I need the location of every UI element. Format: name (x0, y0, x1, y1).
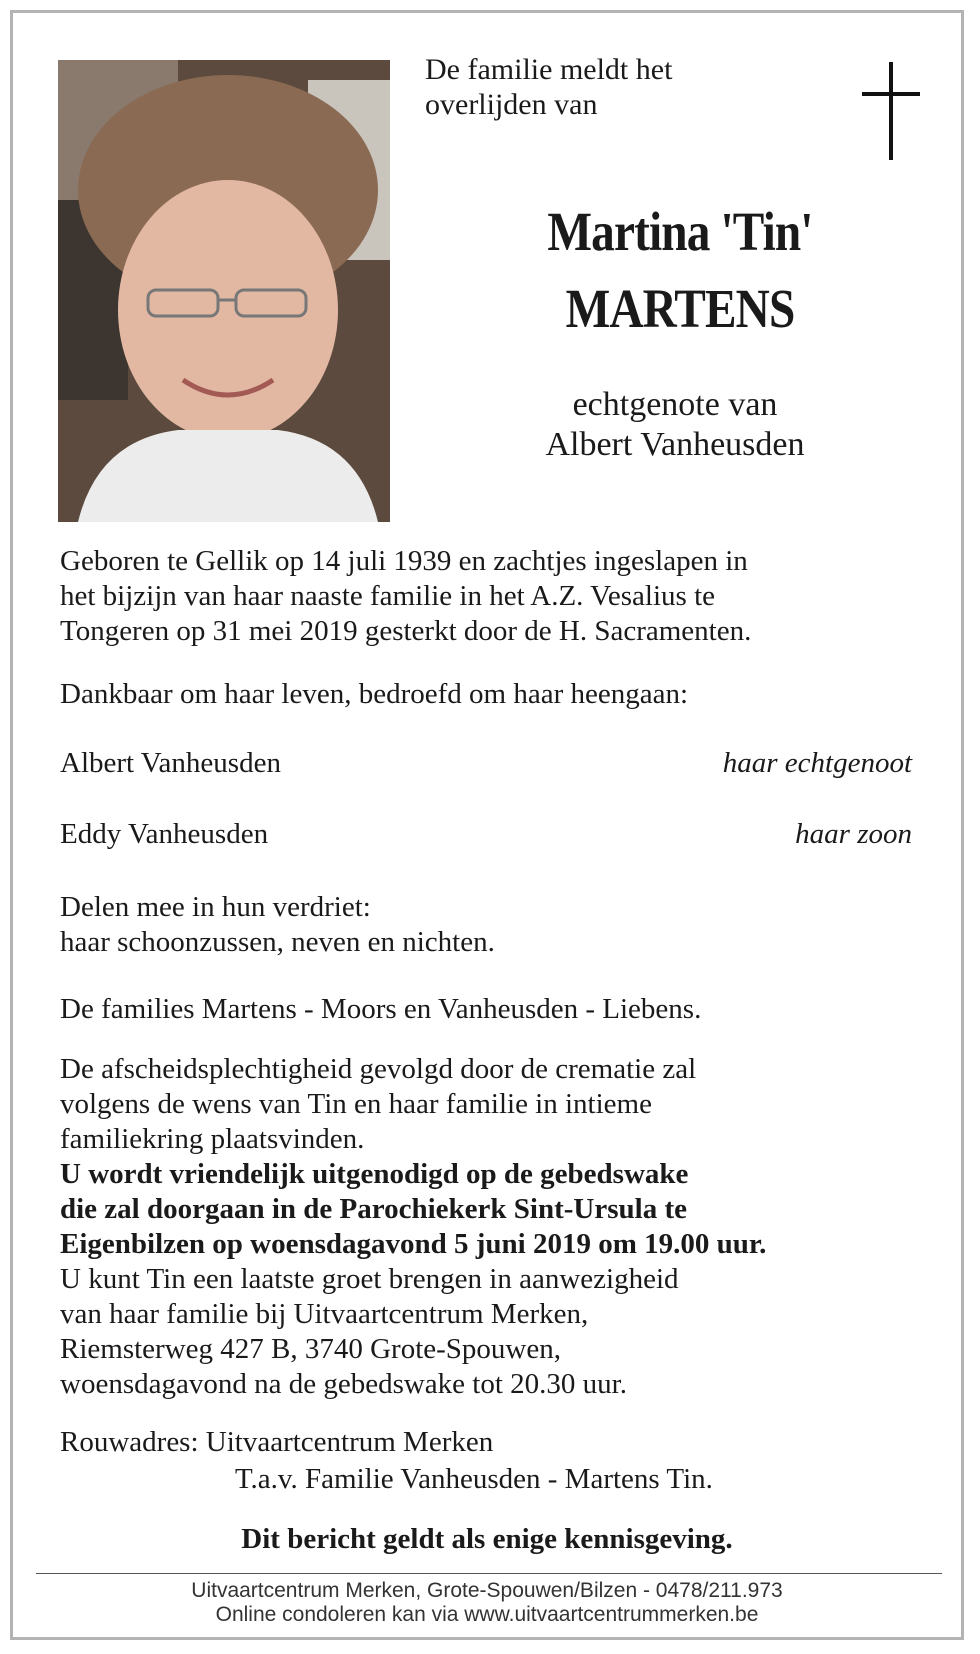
ceremony-line: volgens de wens van Tin en haar familie in intieme (60, 1088, 652, 1120)
footer-website: Online condoleren kan via www.uitvaartcentrummerken.be (215, 1603, 759, 1626)
mourning-address-line-1: Rouwadres: Uitvaartcentrum Merken (60, 1426, 494, 1458)
intro-line-2: overlijden van (425, 88, 598, 121)
relation-line-1: echtgenote van (572, 386, 778, 423)
deceased-first-name: Martina 'Tin' (547, 201, 813, 262)
spouse-relation (440, 385, 910, 465)
footer-divider (36, 1573, 942, 1574)
notice-line: Dit bericht geldt als enige kennisgeving. (241, 1523, 733, 1555)
wake-line: Eigenbilzen op woensdagavond 5 juni 2019 om 19.00 uur. (60, 1228, 767, 1260)
wake-line: die zal doorgaan in de Parochiekerk Sint-Ursula te (60, 1193, 687, 1225)
cross-icon (862, 62, 920, 160)
relative-role: haar zoon (795, 818, 912, 850)
ceremony-line: familiekring plaatsvinden. (60, 1123, 365, 1155)
birth-line: Geboren te Gellik op 14 juli 1939 en zachtjes ingeslapen in (60, 545, 748, 577)
relative-name: Albert Vanheusden (60, 747, 281, 779)
ceremony-paragraph (60, 1052, 920, 1402)
visit-line: woensdagavond na de gebedswake tot 20.30 uur. (60, 1368, 627, 1400)
visit-line: van haar familie bij Uitvaartcentrum Merken, (60, 1298, 589, 1330)
footer-contact: Uitvaartcentrum Merken, Grote-Spouwen/Bilzen - 0478/211.973 (191, 1579, 783, 1602)
visit-line: Riemsterweg 427 B, 3740 Grote-Spouwen, (60, 1333, 561, 1365)
relative-name: Eddy Vanheusden (60, 818, 269, 850)
mourning-address-line-2: T.a.v. Familie Vanheusden - Martens Tin. (235, 1463, 713, 1495)
portrait-illustration (58, 60, 390, 522)
share-line: haar schoonzussen, neven en nichten. (60, 926, 495, 958)
intro-text (425, 52, 672, 122)
ceremony-line: De afscheidsplechtigheid gevolgd door de crematie zal (60, 1053, 697, 1085)
relation-line-2: Albert Vanheusden (545, 426, 805, 463)
share-paragraph (60, 890, 920, 960)
portrait-photo (58, 60, 390, 522)
share-line: Delen mee in hun verdriet: (60, 891, 371, 923)
wake-line: U wordt vriendelijk uitgenodigd op de gebedswake (60, 1158, 689, 1190)
visit-line: U kunt Tin een laatste groet brengen in aanwezigheid (60, 1263, 679, 1295)
families-line: De families Martens - Moors en Vanheusden - Liebens. (60, 993, 702, 1025)
deceased-last-name: MARTENS (565, 278, 795, 339)
birth-line: Tongeren op 31 mei 2019 gesterkt door de H. Sacramenten. (60, 615, 752, 647)
relative-role: haar echtgenoot (722, 747, 912, 779)
grateful-line: Dankbaar om haar leven, bedroefd om haar heengaan: (60, 678, 689, 710)
intro-line-1: De familie meldt het (425, 53, 673, 86)
birth-line: het bijzijn van haar naaste familie in het A.Z. Vesalius te (60, 580, 715, 612)
birth-paragraph (60, 544, 920, 649)
